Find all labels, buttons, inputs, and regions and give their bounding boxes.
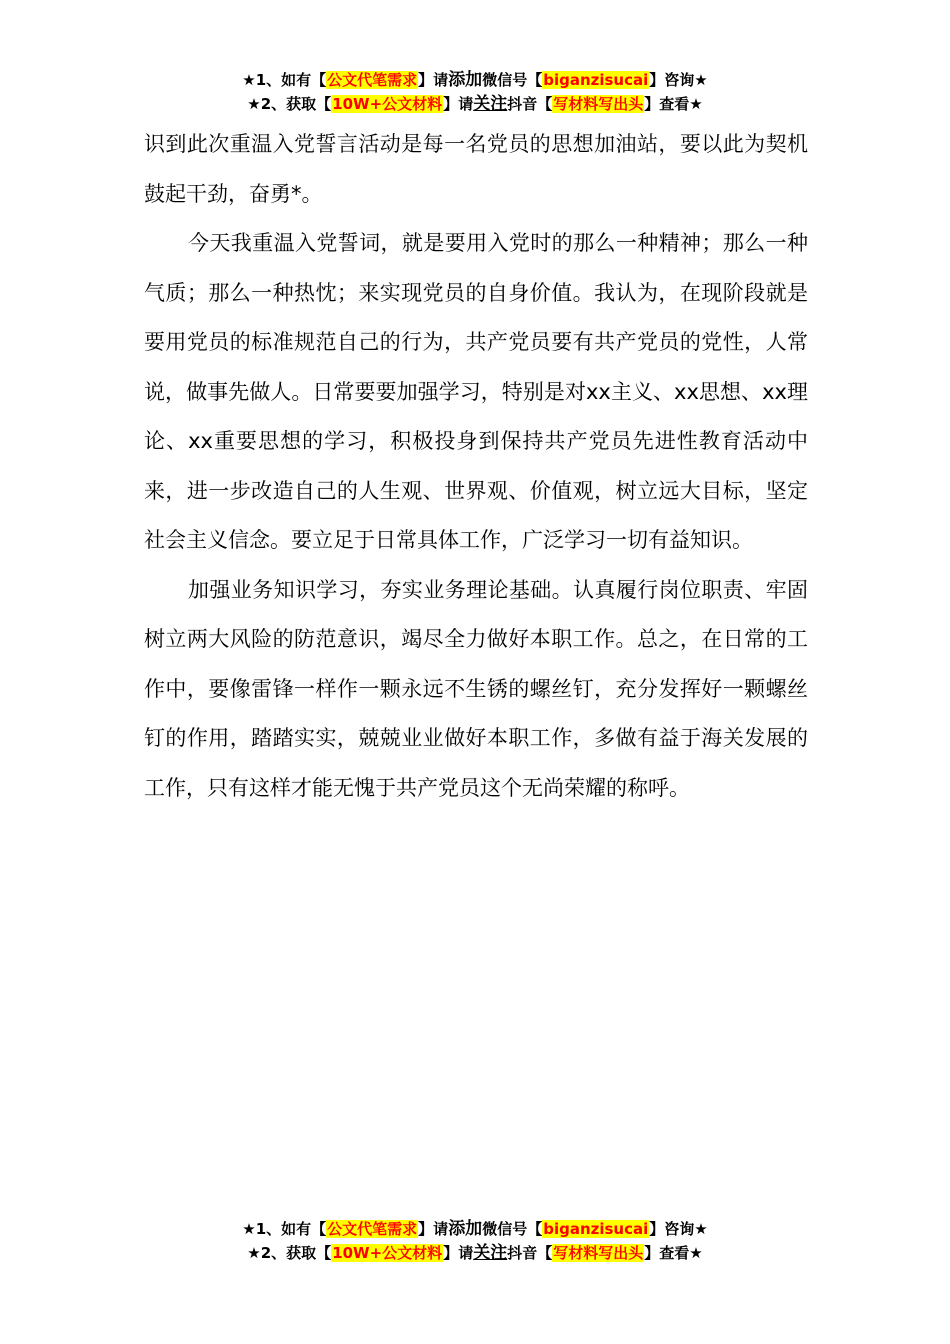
- banner-text: 】查看★: [644, 1244, 703, 1262]
- banner-line-2: [0, 92, 950, 116]
- banner-highlight: 写材料写出头: [553, 1244, 644, 1262]
- document-body: [144, 120, 808, 813]
- banner-highlight: 10W+公文材料: [332, 1244, 443, 1262]
- banner-highlight: 公文代笔需求: [327, 1220, 418, 1238]
- banner-text: 抖音【: [507, 95, 553, 113]
- banner-text: ★1、如有【: [242, 71, 327, 89]
- banner-text: 抖音【: [507, 1244, 553, 1262]
- banner-line-2: [0, 1241, 950, 1265]
- paragraph: 今天我重温入党誓词，就是要用入党时的那么一种精神；那么一种气质；那么一种热忱；来实现党员的自身价值。我认为，在现阶段就是要用党员的标准规范自己的行为，共产党员要有共产党员的党性，人常说，做事先做人。日常要要加强学习，特别是对xx主义、xx思想、xx理论、xx重要思想的学习，积极投身到保持共产党员先进性教育活动中来，进一步改造自己的人生观、世界观、价值观，树立远大目标，坚定社会主义信念。要立足于日常具体工作，广泛学习一切有益知识。: [144, 231, 808, 552]
- banner-highlight: 10W+公文材料: [332, 95, 443, 113]
- banner-text: 】查看★: [644, 95, 703, 113]
- banner-highlight: 公文代笔需求: [327, 71, 418, 89]
- banner-text: 】咨询★: [649, 1220, 708, 1238]
- banner-text: ★2、获取【: [247, 95, 332, 113]
- header-banner: [0, 68, 950, 116]
- footer-banner: [0, 1217, 950, 1265]
- banner-highlight: biganzisucai: [543, 71, 649, 89]
- banner-line-1: [0, 68, 950, 92]
- banner-highlight: 写材料写出头: [553, 95, 644, 113]
- banner-text: 】请: [443, 95, 474, 113]
- banner-emphasis: 添加: [448, 70, 483, 90]
- banner-emphasis: 添加: [448, 1219, 483, 1239]
- banner-text: 】咨询★: [649, 71, 708, 89]
- banner-highlight: biganzisucai: [543, 1220, 649, 1238]
- banner-text: ★2、获取【: [247, 1244, 332, 1262]
- banner-text: 微信号【: [482, 71, 543, 89]
- paragraph: 加强业务知识学习，夯实业务理论基础。认真履行岗位职责、牢固树立两大风险的防范意识，竭尽全力做好本职工作。总之，在日常的工作中，要像雷锋一样作一颗永远不生锈的螺丝钉，充分发挥好一颗螺丝钉的作用，踏踏实实，兢兢业业做好本职工作，多做有益于海关发展的工作，只有这样才能无愧于共产党员这个无尚荣耀的称呼。: [144, 577, 808, 800]
- banner-text: 】请: [418, 1220, 449, 1238]
- banner-text: 微信号【: [482, 1220, 543, 1238]
- paragraph: 识到此次重温入党誓言活动是每一名党员的思想加油站，要以此为契机鼓起干劲，奋勇*。: [144, 132, 808, 206]
- banner-line-1: [0, 1217, 950, 1241]
- banner-text: ★1、如有【: [242, 1220, 327, 1238]
- banner-text: 】请: [443, 1244, 474, 1262]
- banner-text: 】请: [418, 71, 449, 89]
- banner-emphasis: 关注: [473, 94, 508, 114]
- banner-emphasis: 关注: [473, 1243, 508, 1263]
